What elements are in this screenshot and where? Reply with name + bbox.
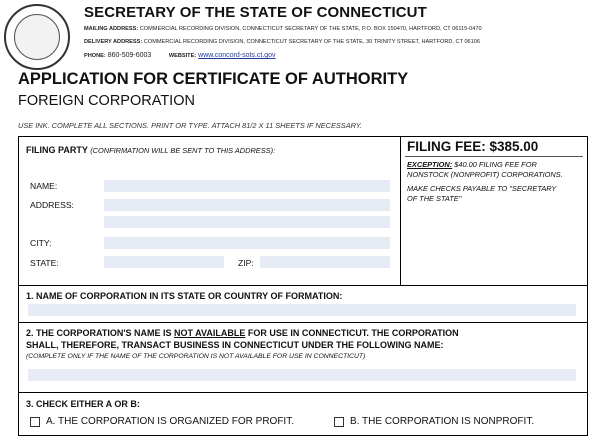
section-1-heading: 1. NAME OF CORPORATION IN ITS STATE OR COUNTRY OF FORMATION:: [26, 291, 343, 301]
state-label: STATE:: [30, 258, 59, 268]
option-b-label: B. THE CORPORATION IS NONPROFIT.: [350, 416, 535, 427]
state-field[interactable]: [104, 256, 224, 268]
contact-line: PHONE: 860-509-6003 WEBSITE: www.concord-sots.ct.gov: [84, 52, 276, 59]
state-seal-icon: [4, 4, 70, 70]
city-field[interactable]: [104, 237, 390, 249]
section-2-line2: SHALL, THEREFORE, TRANSACT BUSINESS IN CONNECTICUT UNDER THE FOLLOWING NAME:: [26, 340, 444, 350]
section-divider-3: [18, 392, 588, 393]
address-field-line1[interactable]: [104, 199, 390, 211]
fee-payable: MAKE CHECKS PAYABLE TO "SECRETARY OF THE STATE": [407, 184, 557, 203]
form-title: APPLICATION FOR CERTIFICATE OF AUTHORITY: [18, 70, 409, 88]
delivery-address: DELIVERY ADDRESS: COMMERCIAL RECORDING DIVISION, CONNECTICUT SECRETARY OF THE STATE, 30 TRINITY STREET, HARTFORD, CT 06106: [84, 39, 480, 45]
form-subtitle: FOREIGN CORPORATION: [18, 93, 195, 109]
option-a-label: A. THE CORPORATION IS ORGANIZED FOR PROFIT.: [46, 416, 294, 427]
section-3-heading: 3. CHECK EITHER A OR B:: [26, 399, 140, 409]
zip-field[interactable]: [260, 256, 390, 268]
mailing-address: MAILING ADDRESS: COMMERCIAL RECORDING DIVISION, CONNECTICUT SECRETARY OF THE STATE, P.O. BOX 150470, HARTFORD, CT 06115-0470: [84, 26, 482, 32]
section-2-line1: 2. THE CORPORATION'S NAME IS NOT AVAILABLE FOR USE IN CONNECTICUT. THE CORPORATION: [26, 328, 459, 338]
website-link[interactable]: www.concord-sots.ct.gov: [198, 52, 276, 59]
fee-rule: [405, 156, 583, 157]
option-b-checkbox[interactable]: [334, 417, 344, 427]
fee-exception: EXCEPTION: $40.00 FILING FEE FOR NONSTOCK (NONPROFIT) CORPORATIONS.: [407, 160, 563, 179]
agency-name: SECRETARY OF THE STATE OF CONNECTICUT: [84, 4, 427, 21]
filing-fee: FILING FEE: $385.00: [407, 139, 539, 154]
alternate-name-field[interactable]: [28, 369, 576, 381]
name-field[interactable]: [104, 180, 390, 192]
section-divider-1: [18, 285, 588, 286]
corporation-name-field[interactable]: [28, 304, 576, 316]
section-divider-2: [18, 322, 588, 323]
form-instructions: USE INK. COMPLETE ALL SECTIONS. PRINT OR TYPE. ATTACH 81/2 X 11 SHEETS IF NECESSARY.: [18, 121, 363, 130]
filing-party-heading: FILING PARTY (CONFIRMATION WILL BE SENT TO THIS ADDRESS):: [26, 145, 276, 155]
city-label: CITY:: [30, 238, 52, 248]
zip-label: ZIP:: [238, 258, 254, 268]
address-label: ADDRESS:: [30, 200, 74, 210]
address-field-line2[interactable]: [104, 216, 390, 228]
section-2-note: (COMPLETE ONLY IF THE NAME OF THE CORPORATION IS NOT AVAILABLE FOR USE IN CONNECTICUT): [26, 353, 366, 360]
box-divider: [400, 136, 401, 285]
name-label: NAME:: [30, 181, 58, 191]
option-a-checkbox[interactable]: [30, 417, 40, 427]
